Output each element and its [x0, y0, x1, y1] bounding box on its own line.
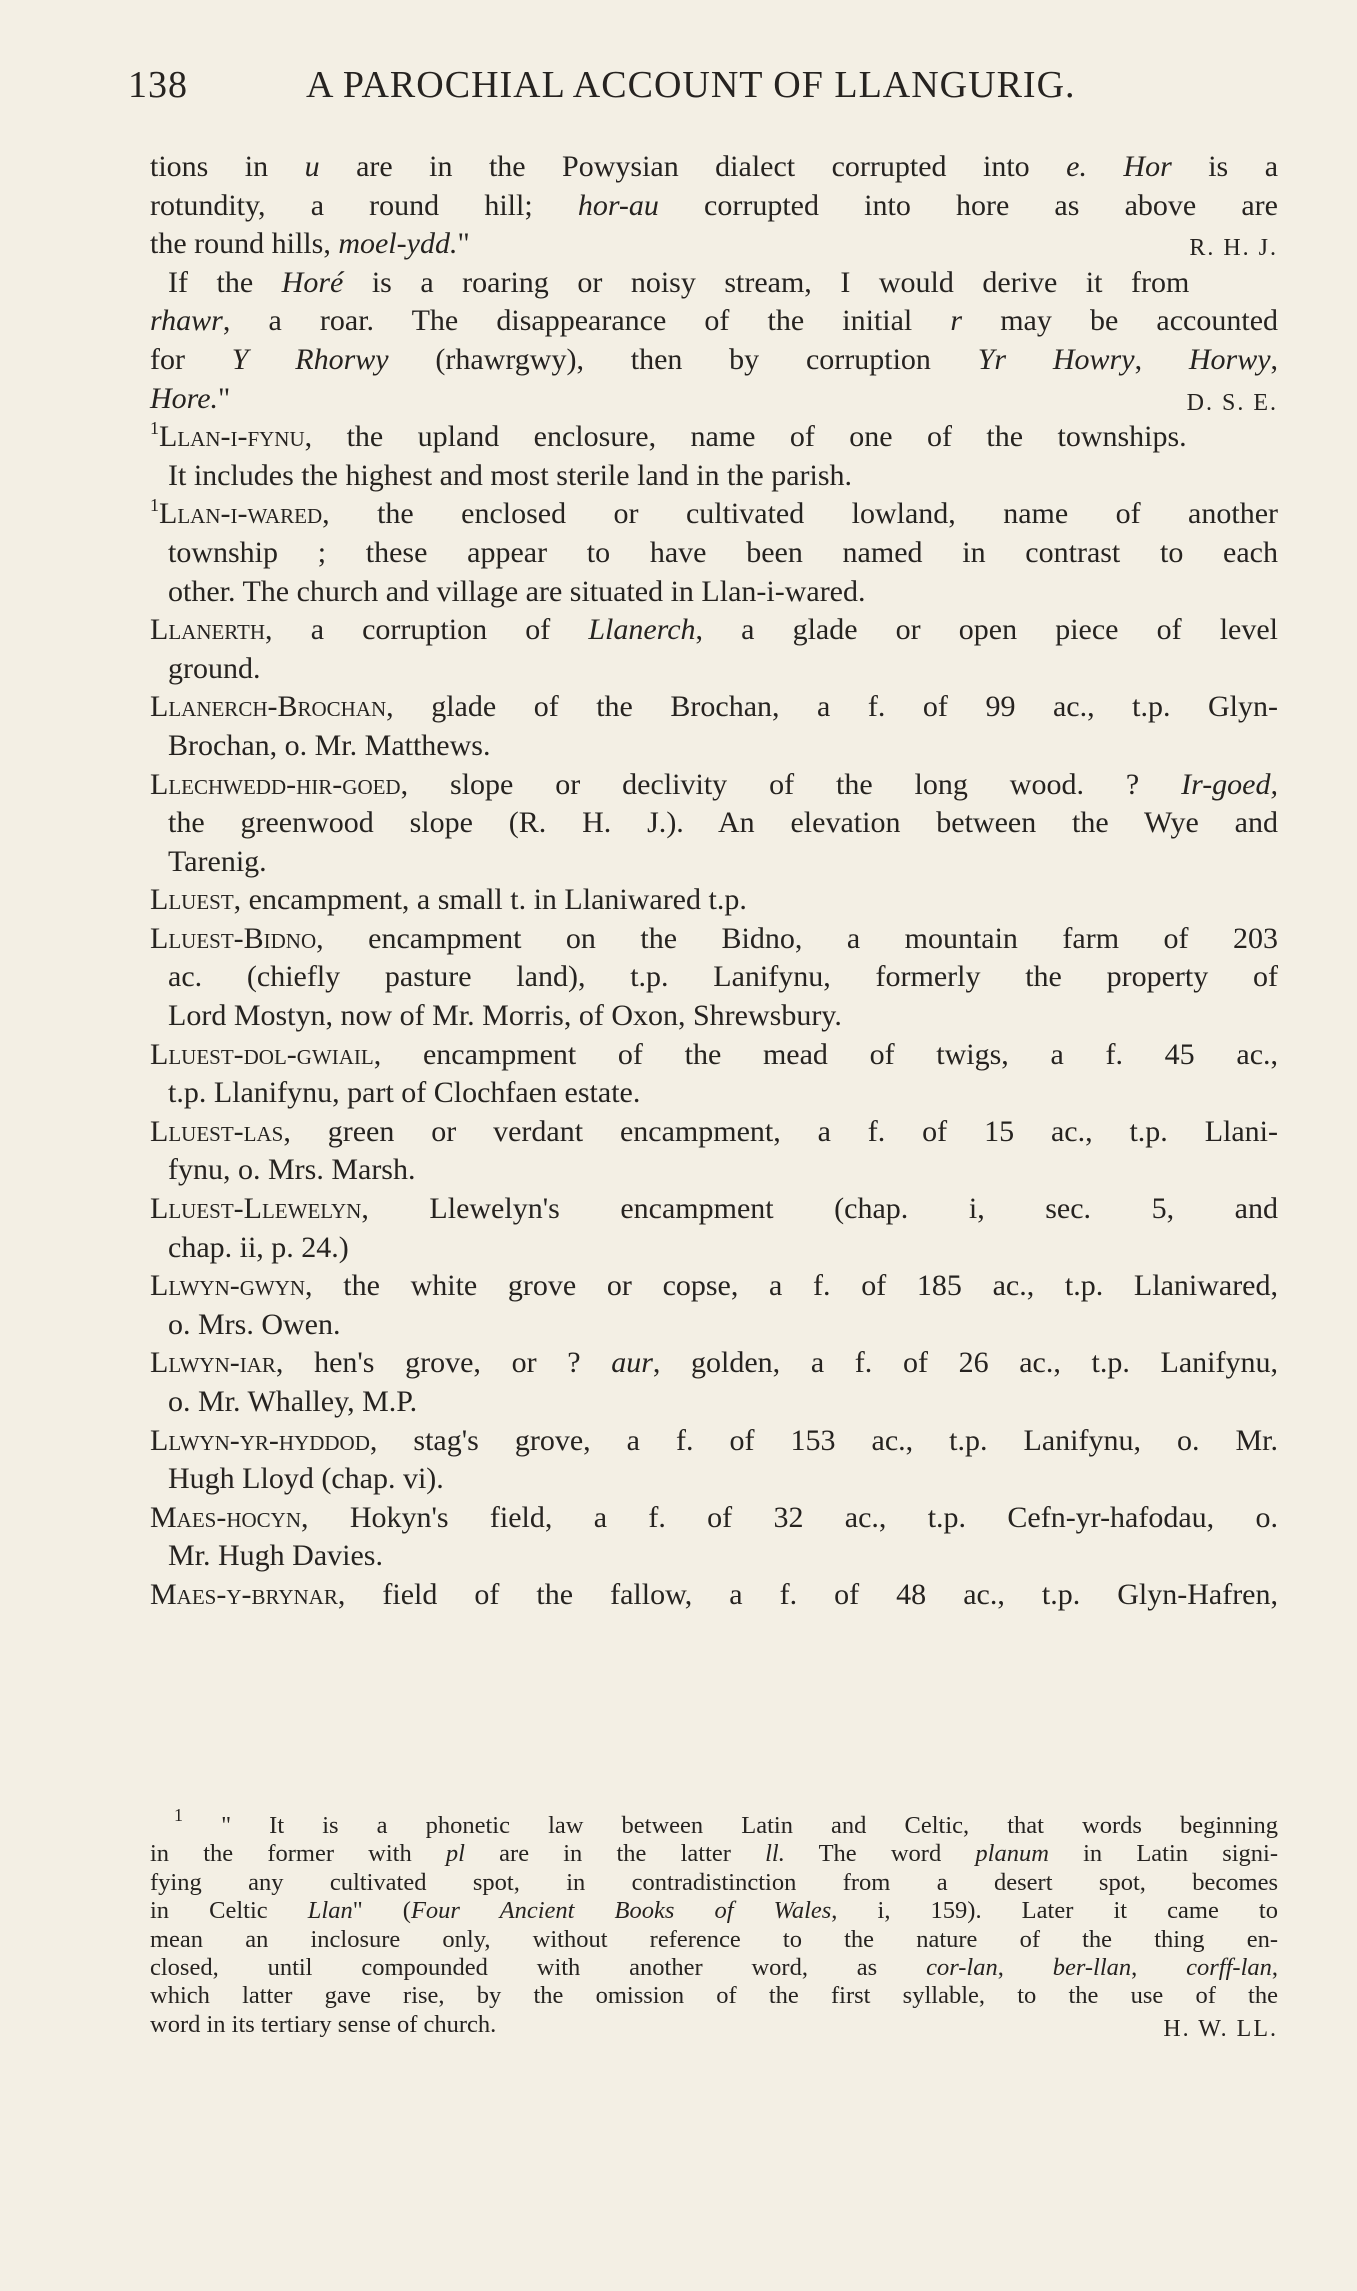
text-line	[150, 1113, 1278, 1152]
headword: Llanerch-Brochan,	[150, 690, 394, 724]
text-run: Llewelyn's encampment (chap. i, sec. 5, and	[429, 1192, 1278, 1226]
text-run: encampment, a small t. in Llaniwared t.p.	[248, 883, 747, 917]
text-line	[150, 843, 1278, 882]
text-line	[150, 1926, 1278, 1954]
entry-llan-i-wared	[150, 495, 1278, 611]
text-run: " (	[352, 1897, 411, 1925]
text-run: ac. (chiefly pasture land), t.p. Lanifynu, formerly the property of	[168, 960, 1278, 994]
headword: Llwyn-yr-hyddod,	[150, 1423, 378, 1457]
text-line	[150, 920, 1278, 959]
text-run: u	[304, 150, 320, 183]
text-run: ,	[1131, 1954, 1187, 1982]
text-run: slope or declivity of the long wood. ?	[450, 767, 1182, 801]
text-run: Hugh Lloyd (chap. vi).	[168, 1462, 444, 1496]
headword: Llan-i-wared,	[159, 497, 330, 531]
text-run: fying any cultivated spot, in contradistinction from a desert spot, becomes	[150, 1868, 1278, 1896]
text-run: mean an inclosure only, without reference to the nature of the thing en-	[150, 1925, 1278, 1953]
paragraph-hore	[150, 264, 1278, 418]
text-line	[150, 1869, 1278, 1897]
text-line	[150, 1383, 1278, 1422]
headword: Maes-y-brynar,	[150, 1577, 346, 1611]
text-run: "	[218, 381, 231, 415]
text-run: Hor	[1123, 150, 1172, 183]
text-run: Hokyn's field, a f. of 32 ac., t.p. Cefn-yr-hafodau, o.	[349, 1500, 1279, 1534]
entry-lluest	[150, 881, 1278, 920]
headword: Llwyn-gwyn,	[150, 1269, 313, 1303]
headword: Lluest-las,	[150, 1114, 291, 1148]
text-run: chap. ii, p. 24.)	[168, 1230, 349, 1264]
text-run: other. The church and village are situated in Llan-i-wared.	[168, 574, 866, 608]
text-line	[150, 1151, 1278, 1190]
text-line	[150, 958, 1278, 997]
text-line	[150, 2010, 1278, 2042]
text-run: "	[457, 227, 470, 261]
text-run: township ; these appear to have been named in contrast to each	[168, 535, 1278, 569]
paragraph-hor	[150, 148, 1278, 264]
text-line	[150, 418, 1278, 457]
headword: Llwyn-iar,	[150, 1346, 284, 1380]
footnote-mark: 1	[174, 1805, 183, 1825]
text-line	[150, 148, 1278, 187]
text-line	[150, 1229, 1278, 1268]
text-line	[150, 573, 1278, 612]
text-run: which latter gave rise, by the omission of the first syllable, to the use of the	[150, 1982, 1278, 2010]
text-line	[150, 1805, 1278, 1840]
headword: Lluest-Bidno,	[150, 921, 324, 955]
text-run: 1	[150, 418, 159, 439]
text-run: ,	[1134, 342, 1189, 376]
text-run: glade of the Brochan, a f. of 99 ac., t.p. Glyn-	[431, 690, 1278, 724]
text-run: in the former with	[150, 1840, 446, 1868]
entry-lluest-dol-gwiail	[150, 1036, 1278, 1113]
text-line	[150, 1954, 1278, 1982]
text-line	[150, 1460, 1278, 1499]
text-line	[150, 225, 1278, 264]
entry-llechwedd-hir-goed	[150, 766, 1278, 882]
text-line	[150, 1036, 1278, 1075]
text-run: Hore.	[150, 381, 219, 415]
text-line	[150, 766, 1278, 805]
text-run: Yr Howry	[977, 342, 1135, 376]
text-run: " It is a phonetic law between Latin and Celtic, that words beginning	[221, 1812, 1278, 1839]
text-line	[150, 1306, 1278, 1345]
text-run: for	[150, 342, 232, 376]
entry-llan-i-fynu	[150, 418, 1278, 495]
text-line	[150, 611, 1278, 650]
text-line	[150, 804, 1278, 843]
text-run: e.	[1066, 150, 1087, 183]
page-body	[150, 148, 1278, 1615]
text-line	[150, 187, 1278, 226]
text-run: R. H. J.	[518, 806, 667, 840]
text-line	[150, 457, 1278, 496]
text-run: It includes the highest and most sterile land in the parish.	[168, 458, 853, 492]
text-run: the white grove or copse, a f. of 185 ac., t.p. Llaniwared,	[343, 1269, 1279, 1303]
text-run: (rhawrgwy), then by corruption	[388, 342, 978, 376]
text-run: Llanerch	[588, 613, 696, 647]
text-run: in Latin signi-	[1048, 1840, 1279, 1868]
text-run: Tarenig.	[168, 844, 267, 878]
text-run: field of the fallow, a f. of 48 ac., t.p. Glyn-Hafren,	[382, 1577, 1278, 1611]
text-run: is a	[1171, 150, 1279, 183]
text-run: Horé	[281, 265, 344, 299]
text-line	[150, 264, 1278, 303]
text-run: , a glade or open piece of level	[695, 613, 1278, 647]
headword: Lluest-Llewelyn,	[150, 1192, 369, 1226]
entry-lluest-bidno	[150, 920, 1278, 1036]
signature-dse: D. S. E.	[1186, 389, 1278, 416]
text-run: may be accounted	[962, 304, 1279, 338]
text-line	[150, 881, 1278, 920]
text-run: Four Ancient Books of Wales	[410, 1897, 832, 1925]
signature-hwll: H. W. LL.	[1163, 2015, 1278, 2042]
text-run: green or verdant encampment, a f. of 15 ac., t.p. Llani-	[327, 1114, 1278, 1148]
text-run: planum	[975, 1840, 1049, 1868]
text-line	[150, 302, 1278, 341]
text-run: corff-lan	[1186, 1954, 1272, 1982]
text-run: are in the latter	[464, 1840, 766, 1868]
text-line	[150, 1982, 1278, 2010]
text-line	[150, 1840, 1278, 1868]
text-line	[150, 495, 1278, 534]
text-line	[150, 380, 1278, 419]
text-run: Y Rhorwy	[231, 342, 389, 376]
page-number: 138	[128, 64, 188, 106]
text-run: rotundity, a round hill;	[150, 188, 578, 222]
text-run: the enclosed or cultivated lowland, name of another	[377, 497, 1279, 531]
entry-llwyn-iar	[150, 1344, 1278, 1421]
headword: Maes-hocyn,	[150, 1500, 309, 1534]
entry-llwyn-gwyn	[150, 1267, 1278, 1344]
text-run: ). An elevation between the Wye and	[666, 806, 1278, 840]
text-line	[150, 727, 1278, 766]
text-line	[150, 1190, 1278, 1229]
headword: Llan-i-fynu,	[159, 420, 313, 454]
text-run: closed, until compounded with another word, as	[150, 1954, 927, 1982]
text-run: Brochan, o. Mr. Matthews.	[168, 728, 491, 762]
text-run: is a roaring or noisy stream, I would derive it from	[343, 265, 1190, 299]
text-line	[150, 1537, 1278, 1576]
text-run: the upland enclosure, name of one of the townships.	[346, 420, 1187, 454]
text-run: corrupted into hore as above are	[658, 188, 1278, 222]
text-line	[150, 341, 1278, 380]
entry-llanerch-brochan	[150, 688, 1278, 765]
text-line	[150, 1344, 1278, 1383]
entry-lluest-llewelyn	[150, 1190, 1278, 1267]
text-run: Lord Mostyn, now of Mr. Morris, of Oxon, Shrewsbury.	[168, 999, 842, 1033]
text-run: aur	[611, 1346, 653, 1380]
text-line	[150, 650, 1278, 689]
text-run: o. Mr. Whalley, M.P.	[168, 1385, 418, 1418]
text-run: the round hills,	[150, 227, 339, 261]
text-run: , golden, a f. of 26 ac., t.p. Lanifynu,	[652, 1346, 1278, 1380]
text-line	[150, 1897, 1278, 1925]
headword: Lluest,	[150, 883, 242, 917]
text-run: ,	[997, 1954, 1053, 1982]
text-run: encampment of the mead of twigs, a f. 45 ac.,	[422, 1037, 1279, 1071]
signature-rhj: R. H. J.	[1189, 235, 1278, 262]
running-header	[128, 62, 1278, 108]
text-run: cor-lan	[926, 1954, 998, 1982]
entry-llanerth	[150, 611, 1278, 688]
entry-maes-y-brynar	[150, 1576, 1278, 1615]
text-run: hor-au	[577, 188, 659, 222]
text-line	[150, 1422, 1278, 1461]
entry-llwyn-yr-hyddod	[150, 1422, 1278, 1499]
text-run: Mr. Hugh Davies.	[168, 1539, 383, 1573]
text-run: ,	[1270, 342, 1279, 376]
text-run: , a roar. The disappearance of the initial	[222, 304, 951, 338]
text-run: t.p. Llanifynu, part of Clochfaen estate.	[168, 1076, 641, 1110]
text-line	[150, 1267, 1278, 1306]
text-run: hen's grove, or ?	[314, 1346, 612, 1380]
text-line	[150, 1499, 1278, 1538]
text-run	[1087, 150, 1123, 183]
text-run: Horwy	[1188, 342, 1271, 376]
text-run: ll.	[765, 1840, 785, 1868]
text-run: are in the Powysian dialect corrupted into	[319, 150, 1067, 183]
entry-maes-hocyn	[150, 1499, 1278, 1576]
headword: Lluest-dol-gwiail,	[150, 1037, 382, 1071]
text-line	[150, 1074, 1278, 1113]
text-run: moel-ydd.	[338, 227, 458, 261]
text-line	[150, 1576, 1278, 1615]
text-line	[150, 688, 1278, 727]
text-run: in Celtic	[150, 1897, 308, 1925]
text-run: encampment on the Bidno, a mountain farm of 203	[368, 921, 1278, 955]
text-run: rhawr	[150, 304, 223, 338]
text-run: Llan	[307, 1897, 353, 1925]
text-run: The word	[784, 1840, 976, 1868]
text-run: ,	[1271, 1954, 1279, 1982]
text-run: pl	[445, 1840, 465, 1868]
entry-lluest-las	[150, 1113, 1278, 1190]
text-run: stag's grove, a f. of 153 ac., t.p. Lanifynu, o. Mr.	[413, 1423, 1278, 1457]
text-run: fynu, o. Mrs. Marsh.	[168, 1153, 416, 1187]
text-run: the greenwood slope (	[168, 806, 519, 840]
text-run: a corruption of	[310, 613, 589, 647]
text-run: 1	[150, 495, 159, 516]
text-run: o. Mrs. Owen.	[168, 1307, 341, 1341]
text-run: , i, 159). Later it came to	[831, 1897, 1278, 1925]
footnote	[150, 1805, 1279, 2043]
running-title: A PAROCHIAL ACCOUNT OF LLANGURIG.	[306, 64, 1076, 106]
text-run: ground.	[168, 651, 261, 685]
text-run: r	[950, 304, 963, 338]
text-run: Ir-goed,	[1181, 767, 1278, 801]
headword: Llanerth,	[150, 613, 273, 647]
text-run: tions in	[150, 150, 305, 183]
headword: Llechwedd-hir-goed,	[150, 767, 409, 801]
text-run: word in its tertiary sense of church.	[150, 2010, 497, 2038]
text-line	[150, 997, 1278, 1036]
text-run: If the	[168, 265, 282, 299]
text-run: ber-llan	[1052, 1954, 1132, 1982]
text-line	[150, 534, 1278, 573]
